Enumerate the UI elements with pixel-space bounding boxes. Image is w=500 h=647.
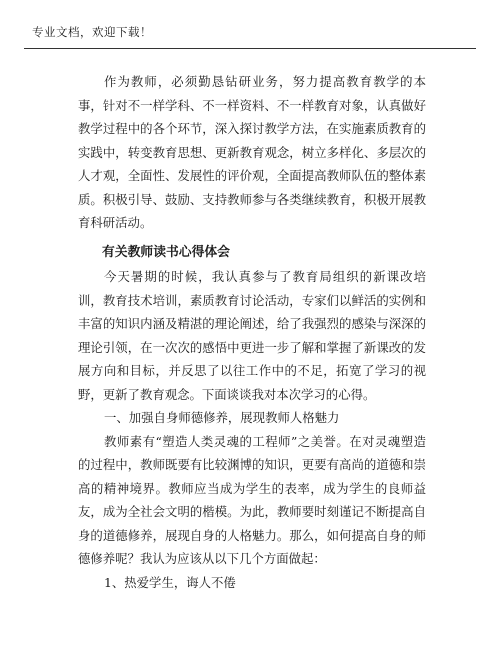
page-header: 专业文档，欢迎下载！ (32, 25, 152, 39)
section-heading: 有关教师读书心得体会 (102, 244, 230, 260)
paragraph-teacher-duties: 作为教师，必须勤恳钻研业务，努力提高教育教学的本事，针对不一样学科、不一样资料、不一样教育对象，认真做好教学过程中的各个环节，深入探讨教学方法，在实施素质教育的实践中，转变教育思想、更新教育观念，树立多样化、多层次的人才观，全面性、发展性的评价观，全面提高教师队伍的整体素质。积极引导、鼓励、支持教师参与各类继续教育，积极开展教育科研活动。 (78, 74, 426, 230)
list-item-love-students: 1、热爱学生，诲人不倦 (104, 574, 236, 590)
paragraph-teacher-ethics: 教师素有“塑造人类灵魂的工程师”之美誉。在对灵魂塑造的过程中，教师既要有比较渊博的知识，更要有高尚的道德和崇高的精神境界。教师应当成为学生的表率，成为学生的良师益友，成为全社会文明的楷模。为此，教师要时刻谨记不断提高自身的道德修养，展现自身的人格魅力。那么，如何提高自身的师德修养呢？我认为应该从以下几个方面做起： (78, 433, 426, 566)
header-divider (24, 48, 476, 49)
subheading-ethics: 一、加强自身师德修养，展现教师人格魅力 (104, 410, 340, 425)
document-body (78, 70, 426, 594)
paragraph-summer-training: 今天暑期的时候，我认真参与了教育局组织的新课改培训，教育技术培训，素质教育讨论活动，专家们以鲜活的实例和丰富的知识内涵及精湛的理论阐述，给了我强烈的感染与深深的理论引领，在一次次的感悟中更进一步了解和掌握了新课改的发展方向和目标，并反思了以往工作中的不足，拓宽了学习的视野，更新了教育观念。下面谈谈我对本次学习的心得。 (78, 269, 426, 402)
